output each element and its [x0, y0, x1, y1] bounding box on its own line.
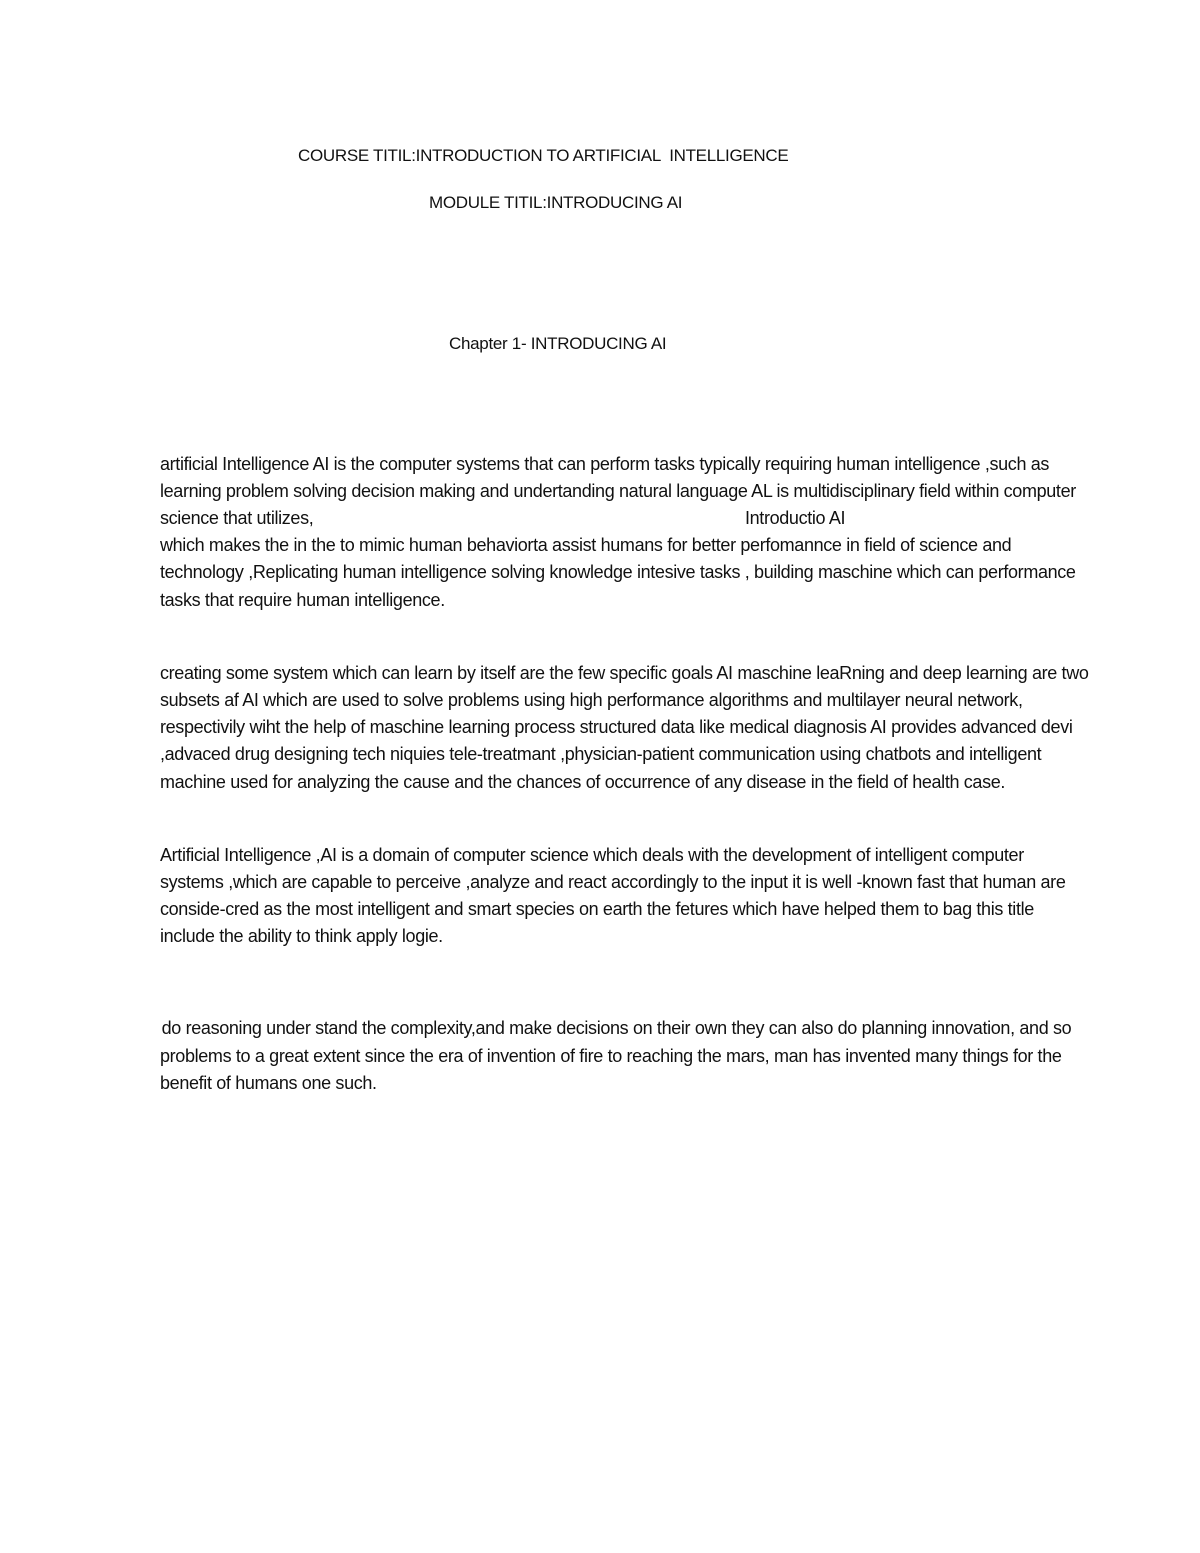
- course-title: COURSE TITIL:INTRODUCTION TO ARTIFICIAL INTELLIGENCE: [298, 146, 789, 165]
- paragraph-line: science that utilizes,: [160, 508, 314, 528]
- paragraph-line: technology ,Replicating human intelligence solving knowledge intesive tasks , building maschine which can performance: [160, 562, 1076, 582]
- paragraph-line: include the ability to think apply logie.: [160, 926, 443, 946]
- paragraph-line: Artificial Intelligence ,AI is a domain of computer science which deals with the development of intelligent computer: [160, 845, 1024, 865]
- paragraph-line: do reasoning under stand the complexity,and make decisions on their own they can also do planning innovation, and so: [157, 1018, 1072, 1038]
- paragraph-line: respectivily wiht the help of maschine learning process structured data like medical diagnosis AI provides advanced devi: [160, 717, 1073, 737]
- paragraph-line: learning problem solving decision making and undertanding natural language AL is multidisciplinary field within computer: [160, 481, 1076, 501]
- paragraph-line: systems ,which are capable to perceive ,analyze and react accordingly to the input it is well -known fast that human are: [160, 872, 1066, 892]
- chapter-title: Chapter 1- INTRODUCING AI: [449, 334, 667, 353]
- paragraph-line: tasks that require human intelligence.: [160, 590, 445, 610]
- paragraph-line: problems to a great extent since the era of invention of fire to reaching the mars, man has invented many things for the: [160, 1046, 1062, 1066]
- paragraph-line: artificial Intelligence AI is the computer systems that can perform tasks typically requiring human intelligence ,such as: [160, 454, 1050, 474]
- paragraph-line: ,advaced drug designing tech niquies tele-treatmant ,physician-patient communication using chatbots and intelligent: [160, 744, 1042, 764]
- module-title: MODULE TITIL:INTRODUCING AI: [429, 193, 683, 212]
- paragraph-line: which makes the in the to mimic human behaviorta assist humans for better perfomannce in field of science and: [160, 535, 1012, 555]
- paragraph-line: subsets af AI which are used to solve problems using high performance algorithms and multilayer neural network,: [160, 690, 1023, 710]
- inline-label: Introductio AI: [745, 508, 846, 528]
- paragraph-line: creating some system which can learn by itself are the few specific goals AI maschine leaRning and deep learning are two: [160, 663, 1089, 683]
- paragraph-line: conside-cred as the most intelligent and smart species on earth the fetures which have helped them to bag this title: [160, 899, 1034, 919]
- paragraph-line: benefit of humans one such.: [160, 1073, 377, 1093]
- paragraph-line: machine used for analyzing the cause and the chances of occurrence of any disease in the field of health case.: [160, 772, 1006, 792]
